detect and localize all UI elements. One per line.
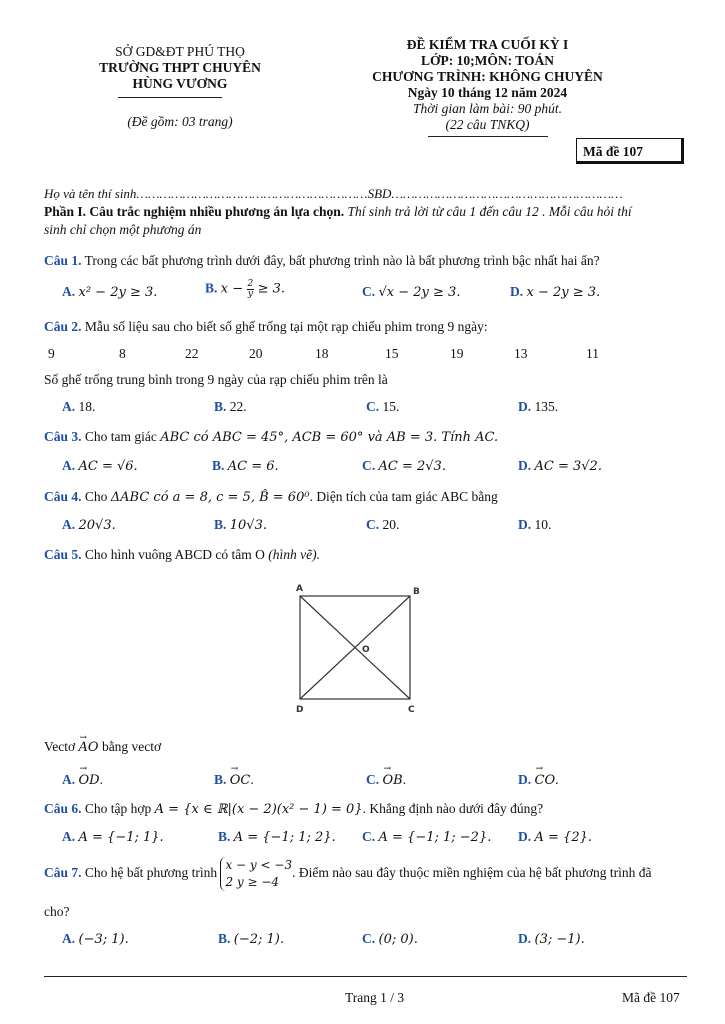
q5-option-b[interactable]: B. → OC.	[214, 772, 254, 788]
q7-label: Câu 7.	[44, 865, 82, 881]
q6-option-c[interactable]: C. A = {−1; 1; −2}.	[362, 829, 492, 845]
part1-title: Phần I. Câu trắc nghiệm nhiều phương án lựa chọn.	[44, 204, 345, 219]
q7-text: . Điểm nào sau đây thuộc miền nghiệm của hệ bất phương trình đã	[292, 865, 652, 881]
q1-fraction: $\frac{2}{y}$	[247, 279, 254, 299]
q6-option-d[interactable]: D. A = {2}.	[518, 829, 592, 845]
header-right-rule	[428, 136, 548, 137]
q1-option-b[interactable]: B. x − $\frac{2}{y}$ ≥ 3.	[205, 279, 286, 299]
footer-rule	[44, 976, 687, 977]
q5-option-d[interactable]: D. → CO.	[518, 772, 558, 788]
q1-text: Trong các bất phương trình dưới đây, bất phương trình nào là bất phương trình bậc nhất hai ẩn?	[84, 253, 600, 268]
q4-option-d[interactable]: D. 10.	[518, 517, 552, 532]
q7-text-2: cho?	[44, 904, 70, 919]
question-1	[44, 252, 600, 269]
q7-option-a[interactable]: A. (−3; 1).	[62, 931, 129, 947]
part1-instruction-2: sinh chỉ chọn một phương án	[44, 222, 202, 237]
q4-option-a[interactable]: A. 20√3.	[62, 517, 116, 533]
q2-value: 19	[450, 346, 464, 361]
q5-text-2: Vectơ → AO bằng vectơ	[44, 738, 161, 756]
vertex-label-b: B	[413, 587, 420, 597]
q6-option-a[interactable]: A. A = {−1; 1}.	[62, 829, 164, 845]
q2-value: 9	[48, 346, 55, 361]
pages-note: (Đề gồm: 03 trang)	[127, 114, 233, 129]
question-2	[44, 318, 488, 335]
q4-option-b[interactable]: B. 10√3.	[214, 517, 267, 533]
q3-label: Câu 3.	[44, 429, 82, 444]
q5-option-a[interactable]: A. → OD.	[62, 772, 103, 788]
q3-option-a[interactable]: A. AC = √6.	[62, 458, 138, 474]
question-5: Câu 5. Cho hình vuông ABCD có tâm O (hình vẽ).	[44, 547, 321, 562]
q5-text: Cho hình vuông ABCD có tâm O	[84, 547, 265, 562]
q2-option-b[interactable]: B. 22.	[214, 399, 247, 414]
square-abcd-figure	[285, 580, 435, 720]
q6-option-b[interactable]: B. A = {−1; 1; 2}.	[218, 829, 336, 845]
footer-exam-code: Mã đề 107	[622, 990, 680, 1005]
q1-option-c[interactable]: C. √x − 2y ≥ 3.	[362, 284, 461, 300]
part1-instruction: Thí sinh trả lời từ câu 1 đến câu 12 . Mỗi câu hỏi thí	[347, 204, 632, 219]
q7-inequality-system: x − y < −3 2 y ≥ −4	[220, 857, 292, 891]
vertex-label-d: D	[296, 705, 304, 715]
q2-label: Câu 2.	[44, 319, 82, 334]
exam-title: ĐỀ KIỂM TRA CUỐI KỲ I	[406, 37, 569, 52]
question-6: Câu 6. Cho tập hợp A = {x ∈ ℝ|(x − 2)(x² − 1) = 0}. Khẳng định nào dưới đây đúng?	[44, 801, 544, 817]
school-header	[60, 44, 300, 92]
header-left-rule	[118, 97, 222, 98]
q2-option-d[interactable]: D. 135.	[518, 399, 559, 414]
q2-value: 11	[586, 346, 599, 361]
exam-program: CHƯƠNG TRÌNH: KHÔNG CHUYÊN	[372, 69, 603, 84]
q3-text: ABC có ABC = 45°, ACB = 60° và AB = 3. Tính AC.	[160, 430, 499, 445]
q2-value: 22	[185, 346, 199, 361]
q2-value: 8	[119, 346, 126, 361]
vertex-label-c: C	[408, 705, 415, 715]
q1-option-d[interactable]: D. x − 2y ≥ 3.	[510, 284, 601, 300]
q2-value: 13	[514, 346, 528, 361]
question-7: Câu 7. Cho hệ bất phương trình x − y < −3 2 y ≥ −4 . Điểm nào sau đây thuộc miền nghiệm của hệ bất phương trình đã	[44, 858, 652, 889]
part1-heading	[44, 203, 692, 220]
exam-question-count: (22 câu TNKQ)	[445, 117, 530, 132]
q2-option-a[interactable]: A. 18.	[62, 399, 96, 414]
question-4: Câu 4. Cho ΔABC có a = 8, c = 5, B̂ = 60⁰. Diện tích của tam giác ABC bằng	[44, 489, 498, 505]
q7-option-b[interactable]: B. (−2; 1).	[218, 931, 284, 947]
q7-option-c[interactable]: C. (0; 0).	[362, 931, 418, 947]
student-info-line: Họ và tên thí sinh……………………………………………………SBD……………………………………………………	[44, 186, 623, 201]
q6-label: Câu 6.	[44, 801, 82, 816]
exam-duration: Thời gian làm bài: 90 phút.	[413, 101, 562, 116]
q1-option-a[interactable]: A. x² − 2y ≥ 3.	[62, 284, 158, 300]
q2-option-c[interactable]: C. 15.	[366, 399, 400, 414]
school-name: TRƯỜNG THPT CHUYÊN	[99, 60, 261, 75]
department-name: SỞ GD&ĐT PHÚ THỌ	[115, 44, 245, 59]
exam-date: Ngày 10 tháng 12 năm 2024	[407, 85, 568, 100]
q6-text: A = {x ∈ ℝ|(x − 2)(x² − 1) = 0}	[154, 802, 363, 817]
q2-value: 15	[385, 346, 399, 361]
exam-code-box: Mã đề 107	[576, 138, 684, 164]
q4-label: Câu 4.	[44, 489, 82, 504]
vertex-label-a: A	[296, 584, 303, 594]
q2-text: Mẫu số liệu sau cho biết số ghế trống tại một rạp chiếu phim trong 9 ngày:	[84, 319, 488, 334]
q5-option-c[interactable]: C. → OB.	[366, 772, 406, 788]
exam-header	[345, 37, 630, 133]
q4-option-c[interactable]: C. 20.	[366, 517, 400, 532]
q3-option-c[interactable]: C. AC = 2√3.	[362, 458, 446, 474]
exam-class-subject: LỚP: 10;MÔN: TOÁN	[421, 53, 554, 68]
center-label-o: O	[362, 645, 370, 655]
q7-option-d[interactable]: D. (3; −1).	[518, 931, 585, 947]
page-number: Trang 1 / 3	[345, 990, 405, 1005]
q5-label: Câu 5.	[44, 547, 82, 562]
question-3: Câu 3. Cho tam giác ABC có ABC = 45°, ACB = 60° và AB = 3. Tính AC.	[44, 429, 499, 445]
q3-option-d[interactable]: D. AC = 3√2.	[518, 458, 602, 474]
q4-text: ΔABC có a = 8, c = 5, B̂ = 60⁰	[110, 490, 310, 505]
q2-value: 18	[315, 346, 329, 361]
q3-option-b[interactable]: B. AC = 6.	[212, 458, 279, 474]
q2-text-2: Số ghế trống trung bình trong 9 ngày của rạp chiếu phim trên là	[44, 372, 388, 387]
q1-label: Câu 1.	[44, 253, 82, 268]
school-name-2: HÙNG VƯƠNG	[132, 76, 228, 91]
q2-value: 20	[249, 346, 263, 361]
